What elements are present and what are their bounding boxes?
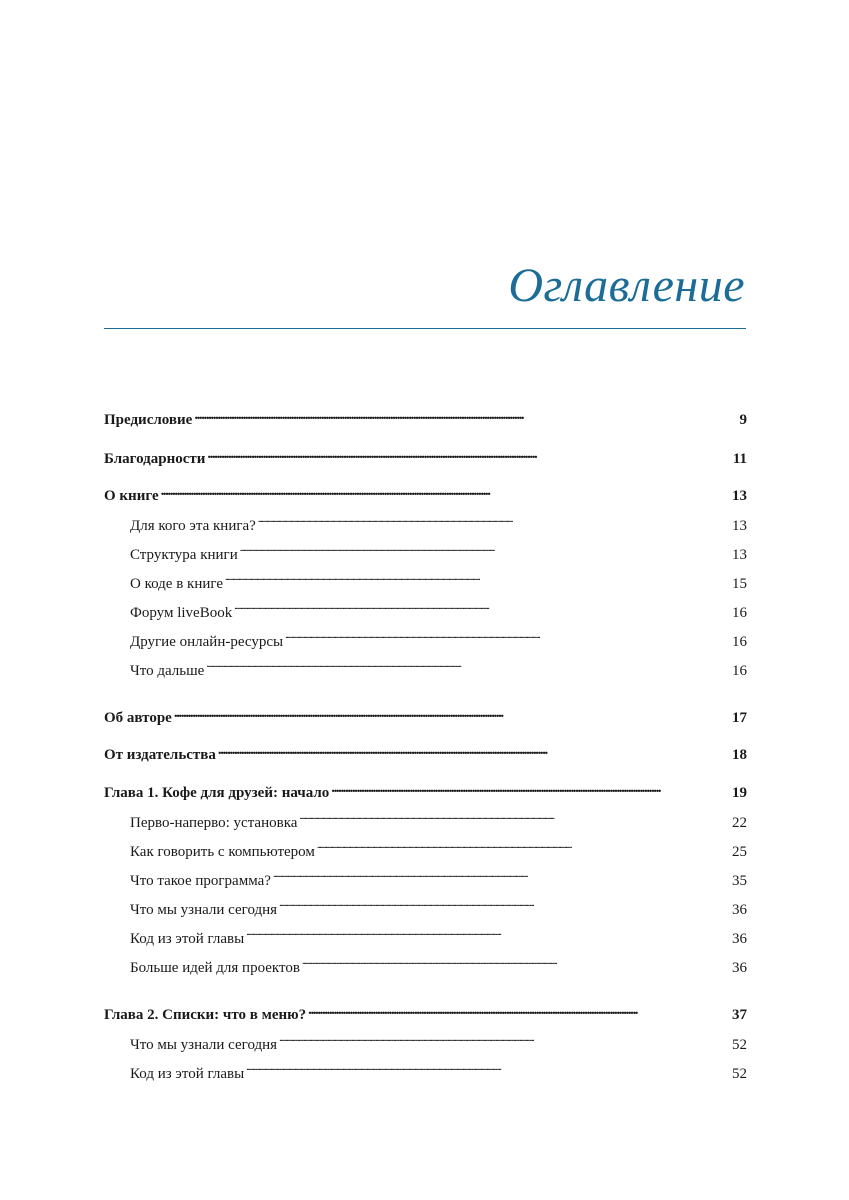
toc-entry-what-is-program[interactable] — [130, 871, 747, 891]
toc-entry-chapter-1[interactable] — [104, 783, 747, 803]
toc-entry-label: Перво-наперво: установка — [130, 815, 298, 831]
toc-entry-label: Структура книги — [130, 547, 238, 563]
toc-entry-label: Глава 2. Списки: что в меню? — [104, 1007, 307, 1023]
page-title: Оглавление — [508, 259, 745, 312]
toc-entry-page: 52 — [732, 1066, 747, 1082]
toc-entry-page: 13 — [732, 547, 747, 563]
toc-entry-learned-today-2[interactable] — [130, 1035, 747, 1055]
toc-entry-page: 16 — [732, 663, 747, 679]
dot-leader — [246, 1064, 730, 1078]
toc-entry-label: Форум liveBook — [130, 605, 233, 621]
toc-entry-livebook-forum[interactable] — [130, 603, 747, 623]
toc-entry-label: Больше идей для проектов — [130, 960, 300, 976]
toc-entry-label: Для кого эта книга? — [130, 518, 256, 534]
toc-entry-label: О коде в книге — [130, 576, 224, 592]
dot-leader — [258, 516, 730, 530]
toc-entry-about-code[interactable] — [130, 574, 747, 594]
toc-entry-page: 18 — [732, 747, 747, 763]
toc-entry-page: 52 — [732, 1037, 747, 1053]
toc-entry-learned-today[interactable] — [130, 900, 747, 920]
dot-leader — [218, 745, 730, 759]
dot-leader — [273, 871, 730, 885]
dot-leader — [207, 449, 730, 463]
dot-leader — [279, 1035, 730, 1049]
toc-entry-page: 37 — [732, 1007, 747, 1023]
toc-entry-label: О книге — [104, 488, 159, 504]
dot-leader — [194, 410, 737, 424]
dot-leader — [161, 486, 730, 500]
toc-entry-label: От издательства — [104, 747, 216, 763]
toc-entry-about-book[interactable] — [104, 486, 747, 506]
dot-leader — [246, 929, 730, 943]
dot-leader — [234, 603, 730, 617]
toc-entry-page: 19 — [732, 785, 747, 801]
toc-entry-who-is-it-for[interactable] — [130, 516, 747, 536]
toc-entry-installation[interactable] — [130, 813, 747, 833]
dot-leader — [331, 783, 730, 797]
toc-entry-page: 13 — [732, 488, 747, 504]
toc-entry-label: Что такое программа? — [130, 873, 271, 889]
dot-leader — [308, 1005, 730, 1019]
toc-entry-chapter-code-2[interactable] — [130, 1064, 747, 1084]
toc-entry-what-next[interactable] — [130, 661, 747, 681]
toc-entry-page: 36 — [732, 960, 747, 976]
toc-entry-page: 36 — [732, 931, 747, 947]
toc-entry-label: Код из этой главы — [130, 931, 245, 947]
dot-leader — [225, 574, 730, 588]
toc-entry-page: 9 — [739, 412, 747, 428]
toc-entry-page: 35 — [732, 873, 747, 889]
toc-entry-label: Что мы узнали сегодня — [130, 1037, 278, 1053]
dot-leader — [174, 708, 730, 722]
title-divider — [104, 328, 746, 329]
dot-leader — [206, 661, 730, 675]
toc-entry-chapter-code[interactable] — [130, 929, 747, 949]
toc-entry-label: Код из этой главы — [130, 1066, 245, 1082]
toc-entry-page: 36 — [732, 902, 747, 918]
dot-leader — [285, 632, 730, 646]
toc-entry-preface[interactable] — [104, 410, 747, 430]
toc-entry-talk-to-computer[interactable] — [130, 842, 747, 862]
toc-entry-page: 17 — [732, 710, 747, 726]
toc-entry-page: 11 — [732, 451, 747, 467]
toc-entry-acknowledgements[interactable] — [104, 449, 747, 469]
toc-entry-page: 15 — [732, 576, 747, 592]
dot-leader — [240, 545, 730, 559]
toc-entry-online-resources[interactable] — [130, 632, 747, 652]
toc-entry-page: 22 — [732, 815, 747, 831]
toc-entry-label: Благодарности — [104, 451, 206, 467]
toc-entry-page: 16 — [732, 634, 747, 650]
toc-entry-page: 16 — [732, 605, 747, 621]
dot-leader — [279, 900, 730, 914]
toc-entry-label: Предисловие — [104, 412, 193, 428]
toc-entry-more-ideas[interactable] — [130, 958, 747, 978]
toc-entry-from-publisher[interactable] — [104, 745, 747, 765]
toc-entry-about-author[interactable] — [104, 708, 747, 728]
dot-leader — [317, 842, 730, 856]
dot-leader — [299, 813, 730, 827]
toc-entry-label: Об авторе — [104, 710, 172, 726]
toc-entry-page: 25 — [732, 844, 747, 860]
toc-entry-book-structure[interactable] — [130, 545, 747, 565]
toc-entry-page: 13 — [732, 518, 747, 534]
toc-entry-label: Что мы узнали сегодня — [130, 902, 278, 918]
toc-entry-label: Что дальше — [130, 663, 205, 679]
toc-entry-label: Глава 1. Кофе для друзей: начало — [104, 785, 330, 801]
dot-leader — [302, 958, 730, 972]
toc-entry-chapter-2[interactable] — [104, 1005, 747, 1025]
toc-entry-label: Как говорить с компьютером — [130, 844, 315, 860]
toc-entry-label: Другие онлайн-ресурсы — [130, 634, 284, 650]
